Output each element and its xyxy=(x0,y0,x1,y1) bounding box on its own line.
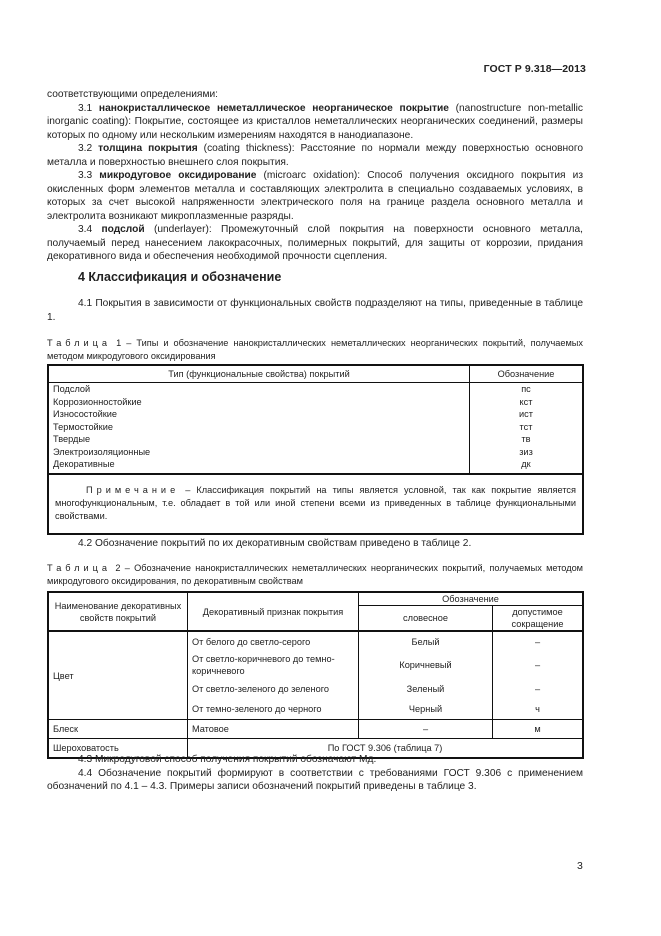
cell-code: тв xyxy=(521,434,531,444)
definition-term: подслой xyxy=(101,224,145,235)
column-header: Декоративный признак покрытия xyxy=(188,592,359,631)
table-row xyxy=(48,631,583,651)
table-row xyxy=(48,421,583,434)
cell-abbrev: – xyxy=(493,651,584,679)
cell-feature: Матовое xyxy=(188,720,359,739)
note-text: – Классификация покрытий на типы является условной, так как покрытие является многофункциональным, т.е. обладает в той или иной степени всеми из приведенных в таблице функциональными свойствами. xyxy=(55,484,576,521)
cell-feature: От белого до светло-серого xyxy=(188,631,359,651)
cell-abbrev: ч xyxy=(493,699,584,720)
caption-text: 2 – Обозначение нанокристаллических неметаллических неорганических покрытий, получаемых методом микродугового оксидирования, по декоративным свойствам xyxy=(47,563,583,586)
cell-verbal: Черный xyxy=(359,699,493,720)
cell-feature: От темно-зеленого до черного xyxy=(188,699,359,720)
cell-type: Электроизоляционные xyxy=(48,446,470,459)
definition-number: 3.3 xyxy=(78,170,93,181)
cell-abbrev: – xyxy=(493,679,584,699)
cell-reference: По ГОСТ 9.306 (таблица 7) xyxy=(188,739,584,759)
table-row xyxy=(48,720,583,739)
cell-type: Подслой xyxy=(48,383,470,396)
definition-3-1 xyxy=(47,102,583,143)
paragraph-4-3: 4.3 Микродуговой способ получения покрытий обозначают Мд. xyxy=(78,754,377,765)
definition-text: (underlayer): Промежуточный слой покрытия на поверхности основного металла, получаемый перед нанесением лакокрасочных, полимерных покрытий, для защиты от коррозии, придания декоративного вида и обеспечения необходимой прочности сцепления. xyxy=(47,224,583,262)
cell-code: ист xyxy=(519,409,533,419)
table-row xyxy=(48,408,583,421)
column-header: словесное xyxy=(359,606,493,632)
intro-line: соответствующими определениями: xyxy=(47,89,218,100)
cell-feature: От светло-коричневого до темно-коричневого xyxy=(188,651,359,679)
definition-3-2 xyxy=(47,142,583,169)
cell-property: Шероховатость xyxy=(48,739,188,759)
paragraph-4-4: 4.4 Обозначение покрытий формируют в соответствии с требованиями ГОСТ 9.306 с применением обозначений по 4.1 – 4.3. Примеры записи обозначений покрытий приведены в таблице 3. xyxy=(47,767,583,792)
definition-text: (microarc oxidation): Способ получения оксидного покрытия из окисленных форм элементов металла и составляющих электролита в специально создаваемых условиях, в которых за счет высокой напряженности электрического поля на границе раздела основного металла и электролита возникают микроплазменные разряды. xyxy=(47,170,584,222)
cell-type: Твердые xyxy=(48,433,470,446)
cell-abbrev: – xyxy=(493,631,584,651)
cell-abbrev: м xyxy=(493,720,584,739)
definition-number: 3.1 xyxy=(78,102,93,114)
caption-label: Таблица xyxy=(47,563,112,573)
cell-type: Термостойкие xyxy=(48,421,470,434)
cell-code: дк xyxy=(521,459,531,469)
definition-3-4 xyxy=(47,223,583,264)
table1-caption xyxy=(47,337,583,362)
definition-term: нанокристаллическое неметаллическое неорганическое покрытие xyxy=(98,102,449,114)
cell-code: тст xyxy=(519,421,533,432)
table-header-row xyxy=(48,592,583,606)
cell-feature: От светло-зеленого до зеленого xyxy=(188,679,359,699)
column-group-header: Обозначение xyxy=(359,592,584,606)
cell-verbal: Белый xyxy=(359,631,493,651)
caption-label: Таблица xyxy=(47,338,112,348)
paragraphs-4-3-4-4 xyxy=(47,753,583,794)
cell-type: Декоративные xyxy=(48,458,470,474)
paragraph-text: 4.2 Обозначение покрытий по их декоративным свойствам приведено в таблице 2. xyxy=(78,538,472,549)
definition-term: толщина покрытия xyxy=(98,143,198,154)
note-label: Примечание xyxy=(86,484,180,495)
column-header: Тип (функциональные свойства) покрытий xyxy=(48,365,470,383)
cell-verbal: – xyxy=(359,720,493,739)
cell-verbal: Зеленый xyxy=(359,679,493,699)
cell-property: Блеск xyxy=(48,720,188,739)
definition-number: 3.2 xyxy=(78,143,93,154)
column-header: Обозначение xyxy=(470,365,584,383)
definitions-block xyxy=(47,88,583,264)
table2-caption xyxy=(47,562,583,587)
cell-verbal: Коричневый xyxy=(359,651,493,679)
table-note-row xyxy=(48,474,583,534)
paragraph-text: 4.1 Покрытия в зависимости от функциональных свойств подразделяют на типы, приведенные в таблице 1. xyxy=(47,298,583,323)
table-1 xyxy=(47,364,584,535)
table-header-row xyxy=(48,365,583,383)
cell-type: Коррозионностойкие xyxy=(48,396,470,409)
caption-text: 1 – Типы и обозначение нанокристаллических неметаллических неорганических покрытий, получаемых методом микродугового оксидирования xyxy=(47,338,583,361)
paragraph-4-1 xyxy=(47,297,583,324)
table-row xyxy=(48,383,583,396)
table-row xyxy=(48,458,583,474)
column-header: Наименование декоративных свойств покрытий xyxy=(48,592,188,631)
definition-number: 3.4 xyxy=(78,224,93,235)
paragraph-4-2 xyxy=(47,537,583,551)
cell-code: зиз xyxy=(519,446,533,457)
cell-property: Цвет xyxy=(48,631,188,720)
definition-text: (coating thickness): Расстояние по нормали между поверхностью основного металла и поверхностью внешнего слоя покрытия. xyxy=(47,143,583,168)
section-heading: 4 Классификация и обозначение xyxy=(78,270,282,284)
table-note xyxy=(48,474,583,534)
table-2 xyxy=(47,591,584,759)
table-row xyxy=(48,446,583,459)
definition-3-3 xyxy=(47,169,583,223)
cell-code: пс xyxy=(521,384,531,394)
cell-type: Износостойкие xyxy=(48,408,470,421)
column-header: допустимое сокращение xyxy=(493,606,584,632)
table-row xyxy=(48,396,583,409)
page-number: 3 xyxy=(577,860,583,872)
table-row xyxy=(48,433,583,446)
cell-code: кст xyxy=(519,396,533,407)
definition-text: (nanostructure non-metallic inorganic coating): Покрытие, состоящее из кристаллов неметаллических неорганических соединений, размеры которых по одному или нескольким измерениям находятся в нанодиапазоне. xyxy=(47,102,583,141)
definition-term: микродуговое оксидирование xyxy=(99,170,257,181)
document-id-header: ГОСТ Р 9.318—2013 xyxy=(483,63,586,75)
